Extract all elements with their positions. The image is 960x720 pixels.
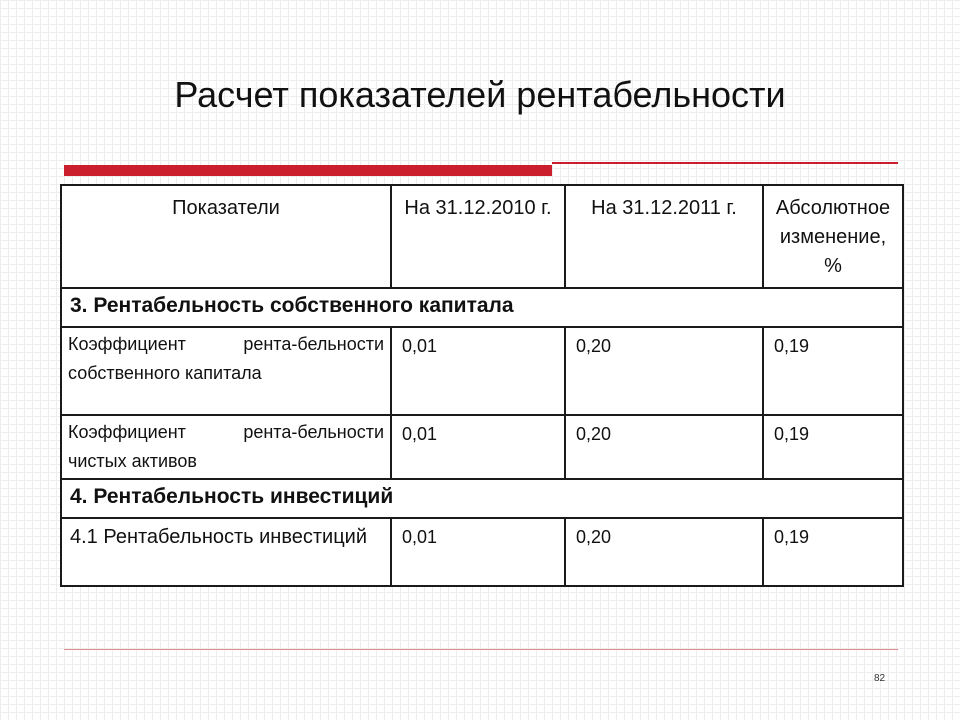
header-2011: На 31.12.2011 г. bbox=[565, 185, 763, 288]
value-2011: 0,20 bbox=[565, 415, 763, 479]
page-number: 82 bbox=[874, 673, 886, 684]
header-indicators: Показатели bbox=[61, 185, 391, 288]
value-2010: 0,01 bbox=[391, 327, 565, 415]
table-row bbox=[61, 415, 903, 479]
title-accent-line bbox=[552, 162, 898, 164]
value-change: 0,19 bbox=[763, 327, 903, 415]
row-name: 4.1 Рентабельность инвестиций bbox=[61, 518, 391, 586]
value-change: 0,19 bbox=[763, 415, 903, 479]
header-change: Абсолютное изменение, % bbox=[763, 185, 903, 288]
value-2011: 0,20 bbox=[565, 327, 763, 415]
header-row bbox=[61, 185, 903, 288]
value-change: 0,19 bbox=[763, 518, 903, 586]
section-row bbox=[61, 479, 903, 518]
footer-divider bbox=[64, 649, 898, 650]
value-2010: 0,01 bbox=[391, 518, 565, 586]
section-heading: 3. Рентабельность собственного капитала bbox=[61, 288, 903, 327]
title-accent-bar bbox=[64, 165, 552, 176]
row-name: Коэффициент рента-бельности собственного капитала bbox=[61, 327, 391, 415]
table-row bbox=[61, 518, 903, 586]
slide-title: Расчет показателей рентабельности bbox=[174, 74, 786, 115]
section-heading: 4. Рентабельность инвестиций bbox=[61, 479, 903, 518]
table-row bbox=[61, 327, 903, 415]
row-name: Коэффициент рента-бельности чистых активов bbox=[61, 415, 391, 479]
value-2011: 0,20 bbox=[565, 518, 763, 586]
profitability-table bbox=[60, 184, 904, 587]
value-2010: 0,01 bbox=[391, 415, 565, 479]
header-2010: На 31.12.2010 г. bbox=[391, 185, 565, 288]
section-row bbox=[61, 288, 903, 327]
